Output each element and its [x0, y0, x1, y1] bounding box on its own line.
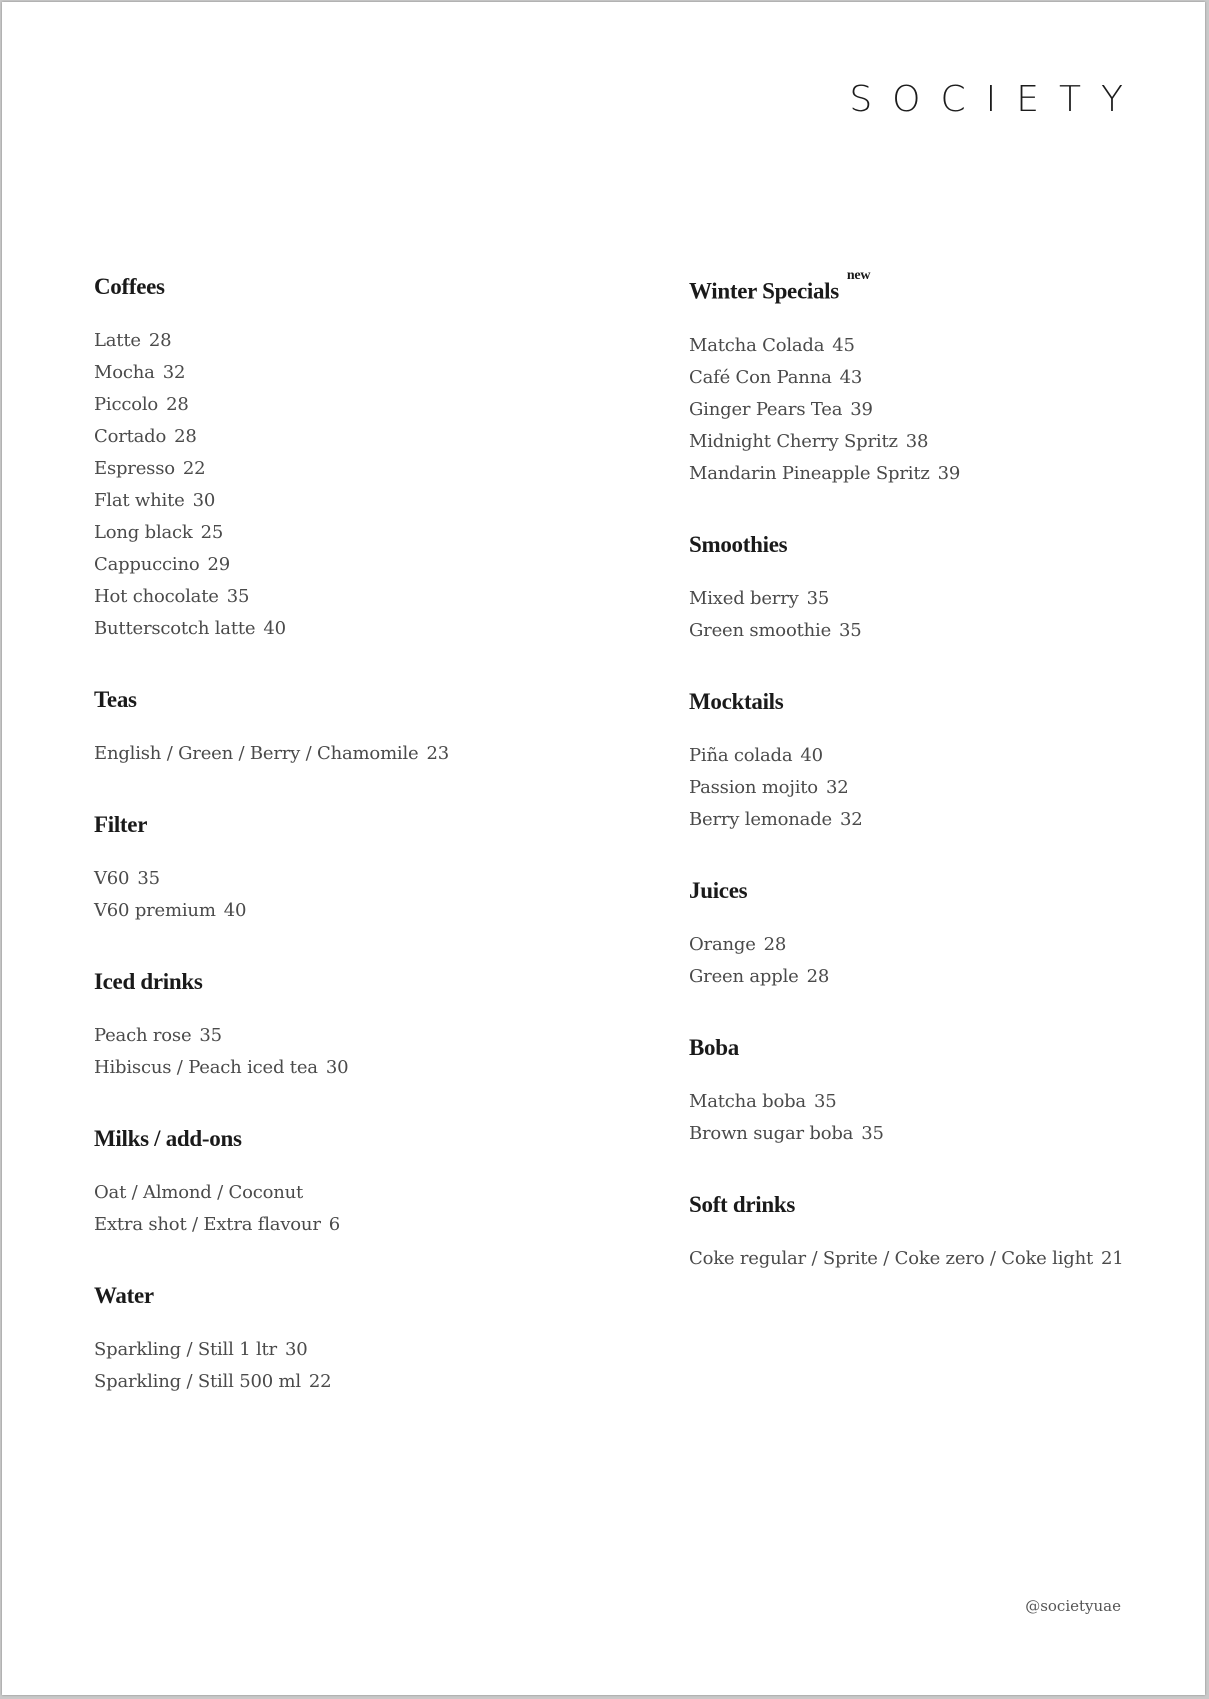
menu-item-list [94, 1177, 654, 1241]
section-heading [689, 876, 747, 906]
menu-item-name: Latte [94, 330, 141, 351]
section-heading [689, 687, 783, 717]
menu-item [94, 325, 654, 357]
menu-item-price: 30 [325, 1057, 349, 1078]
menu-item-name: Mixed berry [689, 587, 799, 609]
menu-item-list [689, 1243, 1189, 1275]
menu-item [689, 804, 1189, 836]
section-heading-text: Coffees [94, 274, 165, 299]
menu-item [94, 1020, 654, 1052]
section-heading-text: Smoothies [689, 531, 788, 557]
menu-item-name: Matcha boba [689, 1090, 806, 1112]
menu-item [94, 453, 654, 485]
menu-item-price: 22 [182, 458, 206, 479]
menu-item [689, 1086, 1189, 1118]
menu-item [689, 615, 1189, 647]
menu-item-name: Berry lemonade [689, 808, 832, 830]
section-heading-text: Filter [94, 812, 148, 837]
menu-item-price: 30 [284, 1339, 308, 1360]
menu-item [94, 1334, 654, 1366]
section-heading [689, 268, 871, 307]
section-heading-text: Winter Specials [689, 278, 839, 304]
menu-item [94, 613, 654, 645]
menu-item-name: Sparkling / Still 500 ml [94, 1371, 301, 1392]
section-heading [94, 967, 203, 997]
menu-section-milks-add-ons [94, 1124, 654, 1241]
menu-item-name: Extra shot / Extra flavour [94, 1214, 321, 1235]
social-handle: @societyuae [1025, 1597, 1121, 1615]
menu-item [689, 1243, 1189, 1275]
menu-item-list [94, 863, 654, 927]
menu-item-name: Coke regular / Sprite / Coke zero / Coke light [689, 1247, 1094, 1269]
menu-item-list [689, 583, 1189, 647]
menu-item-name: Mocha [94, 362, 155, 383]
section-heading [94, 1124, 242, 1154]
section-heading [689, 530, 787, 560]
menu-item [689, 1118, 1189, 1150]
menu-section-iced-drinks [94, 967, 654, 1084]
menu-item-price: 32 [162, 362, 186, 383]
menu-item-name: Cappuccino [94, 554, 200, 575]
menu-item [94, 738, 654, 770]
menu-item-price: 35 [226, 586, 250, 607]
menu-item-name: Hibiscus / Peach iced tea [94, 1057, 318, 1078]
menu-item [689, 330, 1189, 362]
menu-item-name: Green smoothie [689, 619, 832, 641]
menu-item-price: 43 [839, 366, 863, 388]
menu-item-name: Orange [689, 933, 756, 955]
menu-item [94, 549, 654, 581]
section-heading-text: Soft drinks [689, 1191, 795, 1217]
menu-item-list [689, 330, 1189, 490]
menu-item-name: V60 [94, 868, 130, 889]
menu-item [689, 961, 1189, 993]
menu-item-name: Green apple [689, 965, 799, 987]
menu-item [94, 517, 654, 549]
menu-item-list [94, 325, 654, 645]
menu-item [94, 581, 654, 613]
menu-item [94, 1209, 654, 1241]
menu-section-juices [689, 876, 1189, 993]
menu-item [689, 362, 1189, 394]
menu-item-name: Midnight Cherry Spritz [689, 430, 898, 452]
menu-item-name: V60 premium [94, 900, 216, 921]
menu-item [689, 426, 1189, 458]
menu-item-price: 45 [832, 334, 855, 356]
menu-item [94, 421, 654, 453]
section-heading [94, 810, 147, 840]
section-heading [94, 272, 165, 302]
menu-item-price: 39 [937, 462, 961, 484]
section-heading-text: Boba [689, 1034, 739, 1060]
menu-item [689, 772, 1189, 804]
menu-item-name: Hot chocolate [94, 586, 219, 607]
menu-item [94, 863, 654, 895]
menu-item-list [689, 740, 1189, 836]
left-menu-column [94, 272, 654, 1438]
section-heading [689, 1033, 739, 1063]
menu-item-name: Peach rose [94, 1025, 192, 1046]
menu-section-soft-drinks [689, 1190, 1189, 1275]
menu-item [689, 394, 1189, 426]
menu-item-price: 35 [137, 868, 160, 889]
menu-item-name: Espresso [94, 458, 175, 479]
section-heading [94, 1281, 154, 1311]
menu-section-smoothies [689, 530, 1189, 647]
menu-item [689, 740, 1189, 772]
menu-item-name: Passion mojito [689, 776, 818, 798]
menu-item-price: 35 [813, 1090, 837, 1112]
menu-item-name: Mandarin Pineapple Spritz [689, 462, 930, 484]
menu-item [94, 1177, 654, 1209]
menu-item-price: 35 [806, 587, 830, 609]
section-heading-text: Teas [94, 687, 137, 712]
section-heading-text: Milks / add-ons [94, 1126, 242, 1151]
menu-item-name: English / Green / Berry / Chamomile [94, 743, 419, 764]
menu-item-list [689, 1086, 1189, 1150]
menu-item-price: 6 [328, 1214, 340, 1235]
menu-item-price: 40 [800, 744, 823, 766]
menu-item-price: 28 [148, 330, 172, 351]
menu-item-name: Cortado [94, 426, 167, 447]
menu-item-list [94, 1020, 654, 1084]
brand-logo: SOCIETY [849, 79, 1143, 120]
menu-item-price: 25 [200, 522, 224, 543]
menu-item-price: 21 [1101, 1247, 1124, 1269]
menu-item-name: Butterscotch latte [94, 618, 256, 639]
menu-item-list [94, 738, 654, 770]
menu-section-filter [94, 810, 654, 927]
menu-item-price: 28 [763, 933, 787, 955]
right-menu-column [689, 268, 1189, 1315]
menu-item-price: 28 [806, 965, 830, 987]
menu-item-price: 32 [825, 776, 849, 798]
menu-item-price: 40 [263, 618, 286, 639]
menu-item-name: Café Con Panna [689, 366, 832, 388]
menu-item-name: Piña colada [689, 744, 793, 766]
menu-item-price: 39 [850, 398, 873, 420]
menu-item-price: 35 [839, 619, 862, 641]
menu-item-name: Ginger Pears Tea [689, 398, 843, 420]
section-heading-text: Iced drinks [94, 969, 203, 994]
menu-item [94, 1052, 654, 1084]
menu-item-price: 22 [308, 1371, 332, 1392]
menu-item-price: 30 [192, 490, 216, 511]
menu-section-boba [689, 1033, 1189, 1150]
menu-item-price: 40 [223, 900, 247, 921]
menu-item-list [689, 929, 1189, 993]
menu-item-name: Oat / Almond / Coconut [94, 1182, 304, 1203]
menu-item-price: 29 [207, 554, 231, 575]
section-heading-text: Mocktails [689, 688, 784, 714]
section-heading [689, 1190, 795, 1220]
menu-item [94, 485, 654, 517]
menu-item-name: Piccolo [94, 394, 159, 415]
menu-item [94, 357, 654, 389]
menu-item [94, 389, 654, 421]
menu-item [94, 1366, 654, 1398]
section-heading-text: Water [94, 1283, 154, 1308]
menu-item-price: 28 [166, 394, 189, 415]
menu-section-mocktails [689, 687, 1189, 836]
menu-item [689, 583, 1189, 615]
menu-section-coffees [94, 272, 654, 645]
menu-section-water [94, 1281, 654, 1398]
menu-item-list [94, 1334, 654, 1398]
menu-item-price: 38 [905, 430, 929, 452]
menu-item [689, 929, 1189, 961]
menu-item-price: 35 [861, 1122, 884, 1144]
menu-page [2, 2, 1205, 1695]
menu-item-price: 32 [840, 808, 863, 830]
menu-item [94, 895, 654, 927]
menu-item-price: 23 [426, 743, 450, 764]
menu-item-price: 35 [199, 1025, 222, 1046]
menu-item-name: Long black [94, 522, 193, 543]
new-badge: new [846, 268, 871, 283]
menu-section-teas [94, 685, 654, 770]
menu-item [689, 458, 1189, 490]
menu-item-name: Flat white [94, 490, 185, 511]
menu-item-name: Matcha Colada [689, 334, 825, 356]
menu-section-winter-specials [689, 268, 1189, 490]
section-heading-text: Juices [689, 877, 748, 903]
menu-item-name: Brown sugar boba [689, 1122, 854, 1144]
section-heading [94, 685, 137, 715]
menu-item-name: Sparkling / Still 1 ltr [94, 1339, 277, 1360]
menu-item-price: 28 [174, 426, 197, 447]
